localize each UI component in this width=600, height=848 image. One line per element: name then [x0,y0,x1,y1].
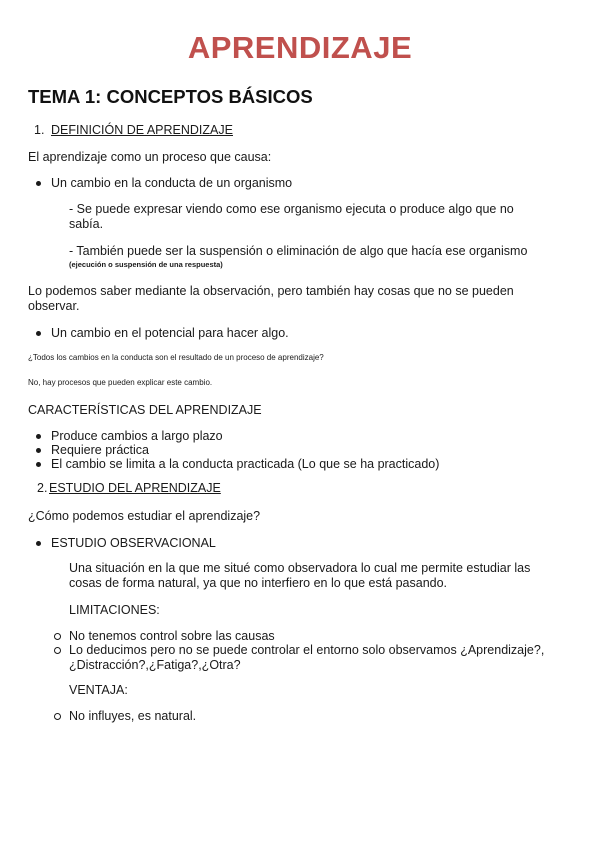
section2-label: ESTUDIO DEL APRENDIZAJE [49,481,221,495]
section1-sub1: - Se puede expresar viendo como ese organismo ejecuta o produce algo que no sabía. [69,202,514,231]
bullet-disc-icon [36,181,41,186]
section2-question: ¿Cómo podemos estudiar el aprendizaje? [28,509,261,523]
section2-bullet: ESTUDIO OBSERVACIONAL [51,536,216,550]
limitations-heading: LIMITACIONES: [69,603,160,617]
limitation-item: Lo deducimos pero no se puede controlar el entorno solo observamos ¿Aprendizaje?, ¿Distracción?,¿Fatiga?,¿Otra? [69,643,545,672]
section1-number: 1. [34,123,45,137]
characteristic-item: Produce cambios a largo plazo [51,429,223,443]
section1-sub2: - También puede ser la suspensión o eliminación de algo que hacía ese organismo [69,244,528,258]
bullet-disc-icon [36,448,41,453]
section2-number: 2. [37,481,48,495]
bullet-circle-icon [54,647,61,654]
section1-bullet1: Un cambio en la conducta de un organismo [51,176,293,190]
section1-question: ¿Todos los cambios en la conducta son el resultado de un proceso de aprendizaje? [28,353,324,362]
characteristic-item: El cambio se limita a la conducta practicada (Lo que se ha practicado) [51,457,440,471]
section2-description: Una situación en la que me situé como observadora lo cual me permite estudiar las cosas de forma natural, ya que no interfiero en lo que está pasando. [69,561,531,590]
characteristics-heading: CARACTERÍSTICAS DEL APRENDIZAJE [28,403,262,417]
bullet-disc-icon [36,462,41,467]
bullet-disc-icon [36,541,41,546]
bullet-disc-icon [36,331,41,336]
bullet-disc-icon [36,434,41,439]
bullet-circle-icon [54,713,61,720]
section1-bullet2: Un cambio en el potencial para hacer algo. [51,326,289,340]
section1-answer: No, hay procesos que pueden explicar este cambio. [28,378,213,387]
advantage-heading: VENTAJA: [69,683,128,697]
section1-intro: El aprendizaje como un proceso que causa: [28,150,272,164]
characteristic-item: Requiere práctica [51,443,149,457]
bullet-circle-icon [54,633,61,640]
section1-label: DEFINICIÓN DE APRENDIZAJE [51,123,233,137]
advantage-item: No influyes, es natural. [69,709,197,723]
document-title: APRENDIZAJE [187,30,413,65]
section1-sub2-note: (ejecución o suspensión de una respuesta) [69,260,223,269]
section1-paragraph: Lo podemos saber mediante la observación, pero también hay cosas que no se pueden observar. [28,284,514,313]
limitation-item: No tenemos control sobre las causas [69,629,275,643]
topic-heading: TEMA 1: CONCEPTOS BÁSICOS [28,86,313,107]
